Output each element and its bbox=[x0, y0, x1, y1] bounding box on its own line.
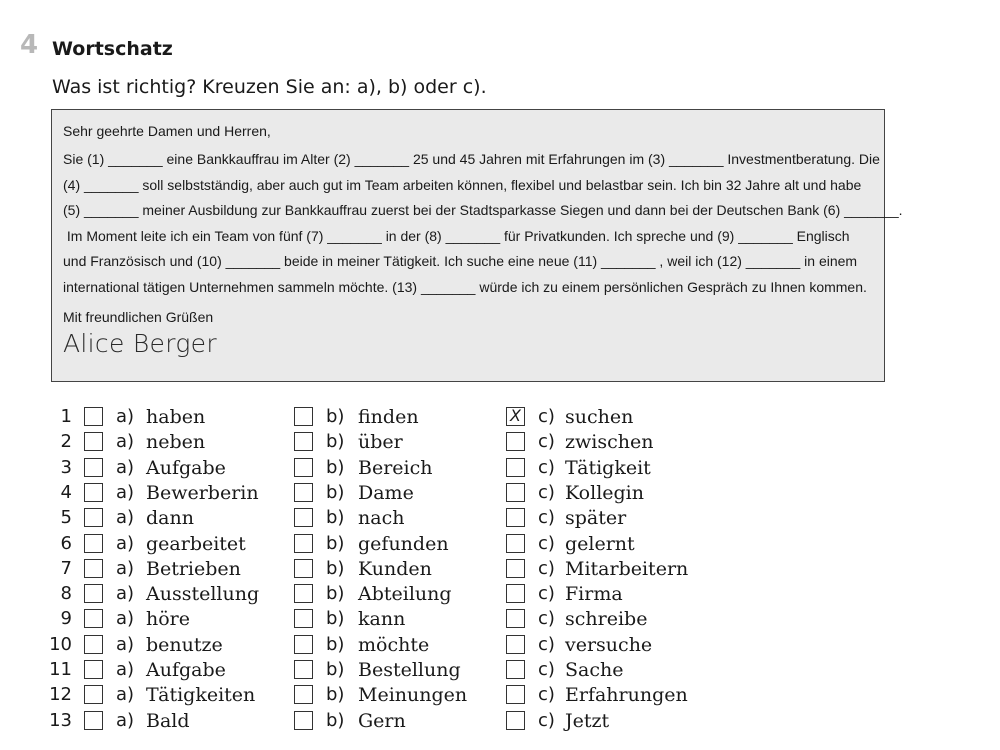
checkbox-1c[interactable]: X bbox=[506, 407, 525, 426]
option-label-c: c) bbox=[538, 684, 555, 706]
option-text-13b: Gern bbox=[358, 709, 406, 732]
option-text-5b: nach bbox=[358, 507, 405, 530]
option-label-a: a) bbox=[116, 633, 135, 655]
checkbox-12c[interactable] bbox=[506, 685, 525, 704]
option-row-7 bbox=[0, 557, 1000, 582]
option-row-3 bbox=[0, 456, 1000, 481]
option-text-11c: Sache bbox=[565, 659, 624, 681]
option-text-3a: Aufgabe bbox=[146, 456, 226, 479]
option-text-8a: Ausstellung bbox=[146, 583, 260, 606]
checkbox-4c[interactable] bbox=[506, 483, 525, 502]
option-label-c: c) bbox=[538, 659, 555, 680]
instruction-text: Was ist richtig? Kreuzen Sie an: a), b) oder c). bbox=[52, 76, 487, 98]
checkbox-6c[interactable] bbox=[506, 534, 525, 553]
checkbox-2a[interactable] bbox=[84, 432, 103, 451]
checkbox-6a[interactable] bbox=[84, 534, 103, 553]
option-label-c: c) bbox=[538, 406, 555, 427]
letter-text-box bbox=[51, 109, 903, 382]
option-text-4b: Dame bbox=[358, 481, 414, 504]
checkbox-12a[interactable] bbox=[84, 685, 103, 704]
option-text-10a: benutze bbox=[146, 633, 223, 656]
option-label-a: a) bbox=[116, 608, 135, 630]
letter-line: und Französisch und (10) _______ beide in meiner Tätigkeit. Ich suche eine neue (11) _______ , weil ich (12) _______ in einem bbox=[63, 253, 858, 269]
option-label-c: c) bbox=[538, 481, 555, 503]
letter-line: (4) _______ soll selbstständig, aber auch gut im Team arbeiten können, flexibel und belastbar sein. Ich bin 32 Jahre alt und habe bbox=[63, 176, 862, 193]
option-label-b: b) bbox=[326, 583, 345, 605]
option-row-2 bbox=[0, 430, 1000, 455]
checkbox-3c[interactable] bbox=[506, 458, 525, 477]
option-text-7b: Kunden bbox=[358, 557, 432, 580]
option-text-10b: möchte bbox=[358, 633, 430, 656]
option-row-5 bbox=[0, 506, 1000, 531]
exercise-title: Wortschatz bbox=[52, 38, 173, 60]
checkbox-13c[interactable] bbox=[506, 711, 525, 730]
option-label-b: b) bbox=[326, 633, 345, 655]
option-text-5c: später bbox=[565, 507, 627, 530]
checkbox-8a[interactable] bbox=[84, 584, 103, 603]
option-label-a: a) bbox=[116, 507, 135, 529]
checkbox-7a[interactable] bbox=[84, 559, 103, 578]
option-label-a: a) bbox=[116, 456, 135, 478]
option-label-c: c) bbox=[538, 709, 555, 731]
option-text-9a: höre bbox=[146, 608, 191, 631]
exercise-number: 4 bbox=[20, 30, 39, 60]
option-text-7a: Betrieben bbox=[146, 557, 241, 580]
option-text-6a: gearbeitet bbox=[146, 532, 246, 555]
checkbox-7c[interactable] bbox=[506, 559, 525, 578]
item-number: 13 bbox=[49, 709, 72, 731]
option-text-3b: Bereich bbox=[358, 456, 433, 479]
checkbox-7b[interactable] bbox=[294, 559, 313, 578]
option-label-b: b) bbox=[326, 557, 345, 579]
option-text-1b: finden bbox=[358, 406, 419, 428]
option-label-a: a) bbox=[116, 659, 135, 680]
option-text-4a: Bewerberin bbox=[146, 481, 259, 504]
option-text-1a: haben bbox=[146, 406, 206, 428]
option-text-11b: Bestellung bbox=[358, 659, 461, 681]
option-row-4 bbox=[0, 481, 1000, 506]
checkbox-3a[interactable] bbox=[84, 458, 103, 477]
item-number: 1 bbox=[60, 406, 72, 427]
option-text-1c: suchen bbox=[565, 406, 634, 428]
option-row-11 bbox=[0, 658, 1000, 683]
checkbox-8b[interactable] bbox=[294, 584, 313, 603]
option-text-2b: über bbox=[358, 431, 403, 454]
checkbox-1b[interactable] bbox=[294, 407, 313, 426]
option-text-12c: Erfahrungen bbox=[565, 684, 688, 707]
option-label-a: a) bbox=[116, 532, 135, 554]
option-label-b: b) bbox=[326, 709, 345, 731]
option-label-b: b) bbox=[326, 481, 345, 503]
option-text-13a: Bald bbox=[146, 709, 190, 732]
option-row-12 bbox=[0, 683, 1000, 708]
option-text-9c: schreibe bbox=[565, 608, 648, 631]
option-text-2a: neben bbox=[146, 431, 206, 454]
option-label-a: a) bbox=[116, 406, 135, 427]
option-label-a: a) bbox=[116, 684, 135, 706]
checkbox-11a[interactable] bbox=[84, 660, 103, 679]
option-label-a: a) bbox=[116, 481, 135, 503]
option-label-a: a) bbox=[116, 709, 135, 731]
option-label-b: b) bbox=[326, 532, 345, 554]
checkbox-11b[interactable] bbox=[294, 660, 313, 679]
option-label-c: c) bbox=[538, 608, 555, 630]
item-number: 7 bbox=[60, 557, 72, 579]
option-text-12b: Meinungen bbox=[358, 684, 468, 707]
checkbox-1a[interactable] bbox=[84, 407, 103, 426]
option-text-12a: Tätigkeiten bbox=[146, 684, 256, 707]
option-text-4c: Kollegin bbox=[565, 481, 644, 504]
item-number: 3 bbox=[60, 456, 72, 478]
item-number: 11 bbox=[49, 659, 72, 680]
checkbox-6b[interactable] bbox=[294, 534, 313, 553]
checkbox-13b[interactable] bbox=[294, 711, 313, 730]
checkbox-2b[interactable] bbox=[294, 432, 313, 451]
option-text-10c: versuche bbox=[565, 633, 653, 656]
item-number: 12 bbox=[49, 684, 72, 706]
checkbox-10c[interactable] bbox=[506, 635, 525, 654]
letter-line: (5) _______ meiner Ausbildung zur Bankkauffrau zuerst bei der Stadtsparkasse Siegen und dann bei der Deutschen Bank (6) _______. bbox=[63, 202, 903, 218]
checkbox-11c[interactable] bbox=[506, 660, 525, 679]
item-number: 4 bbox=[60, 481, 72, 503]
letter-greeting: Sehr geehrte Damen und Herren, bbox=[63, 123, 271, 139]
option-text-8c: Firma bbox=[565, 583, 623, 606]
signature: Alice Berger bbox=[63, 329, 217, 358]
letter-line: Sie (1) _______ eine Bankkauffrau im Alter (2) _______ 25 und 45 Jahren mit Erfahrungen im (3) _______ Investmentberatung. Die bbox=[63, 151, 880, 167]
option-row-1 bbox=[0, 405, 1000, 430]
option-text-9b: kann bbox=[358, 608, 406, 631]
option-row-10 bbox=[0, 633, 1000, 658]
checkbox-10a[interactable] bbox=[84, 635, 103, 654]
option-label-c: c) bbox=[538, 456, 555, 478]
checkbox-9a[interactable] bbox=[84, 609, 103, 628]
option-text-2c: zwischen bbox=[565, 431, 654, 454]
option-label-b: b) bbox=[326, 684, 345, 706]
checkbox-5c[interactable] bbox=[506, 508, 525, 527]
item-number: 9 bbox=[60, 608, 72, 630]
item-number: 8 bbox=[60, 583, 72, 605]
option-label-c: c) bbox=[538, 532, 555, 554]
checkbox-2c[interactable] bbox=[506, 432, 525, 451]
option-label-c: c) bbox=[538, 431, 555, 453]
option-label-b: b) bbox=[326, 608, 345, 630]
option-label-a: a) bbox=[116, 557, 135, 579]
option-row-9 bbox=[0, 607, 1000, 632]
option-text-5a: dann bbox=[146, 507, 194, 530]
option-row-13 bbox=[0, 709, 1000, 734]
option-text-13c: Jetzt bbox=[565, 709, 610, 732]
checkbox-9b[interactable] bbox=[294, 609, 313, 628]
option-text-7c: Mitarbeitern bbox=[565, 557, 689, 580]
option-label-a: a) bbox=[116, 431, 135, 453]
checkbox-8c[interactable] bbox=[506, 584, 525, 603]
option-row-6 bbox=[0, 532, 1000, 557]
checkbox-5a[interactable] bbox=[84, 508, 103, 527]
option-label-b: b) bbox=[326, 406, 345, 427]
checkbox-10b[interactable] bbox=[294, 635, 313, 654]
option-label-a: a) bbox=[116, 583, 135, 605]
option-label-c: c) bbox=[538, 557, 555, 579]
option-row-8 bbox=[0, 582, 1000, 607]
option-label-b: b) bbox=[326, 456, 345, 478]
letter-line: Im Moment leite ich ein Team von fünf (7) _______ in der (8) _______ für Privatkunden. Ich spreche und (9) _______ Englisch bbox=[63, 227, 850, 244]
option-text-11a: Aufgabe bbox=[146, 659, 226, 681]
option-label-c: c) bbox=[538, 507, 555, 529]
checkbox-3b[interactable] bbox=[294, 458, 313, 477]
item-number: 2 bbox=[60, 431, 72, 453]
option-label-c: c) bbox=[538, 583, 555, 605]
item-number: 5 bbox=[60, 507, 72, 529]
letter-closing: Mit freundlichen Grüßen bbox=[63, 309, 214, 325]
checkbox-9c[interactable] bbox=[506, 609, 525, 628]
checkbox-4b[interactable] bbox=[294, 483, 313, 502]
option-text-6c: gelernt bbox=[565, 532, 635, 555]
checkbox-5b[interactable] bbox=[294, 508, 313, 527]
option-text-3c: Tätigkeit bbox=[565, 456, 651, 479]
checkbox-12b[interactable] bbox=[294, 685, 313, 704]
item-number: 6 bbox=[60, 532, 72, 554]
item-number: 10 bbox=[49, 633, 72, 655]
checkbox-4a[interactable] bbox=[84, 483, 103, 502]
option-label-b: b) bbox=[326, 431, 345, 453]
option-label-b: b) bbox=[326, 659, 345, 680]
option-label-b: b) bbox=[326, 507, 345, 529]
option-label-c: c) bbox=[538, 633, 555, 655]
checkbox-13a[interactable] bbox=[84, 711, 103, 730]
option-text-6b: gefunden bbox=[358, 532, 449, 555]
letter-line: international tätigen Unternehmen sammeln möchte. (13) _______ würde ich zu einem persönlichen Gespräch zu Ihnen kommen. bbox=[63, 278, 867, 295]
option-text-8b: Abteilung bbox=[358, 583, 452, 606]
